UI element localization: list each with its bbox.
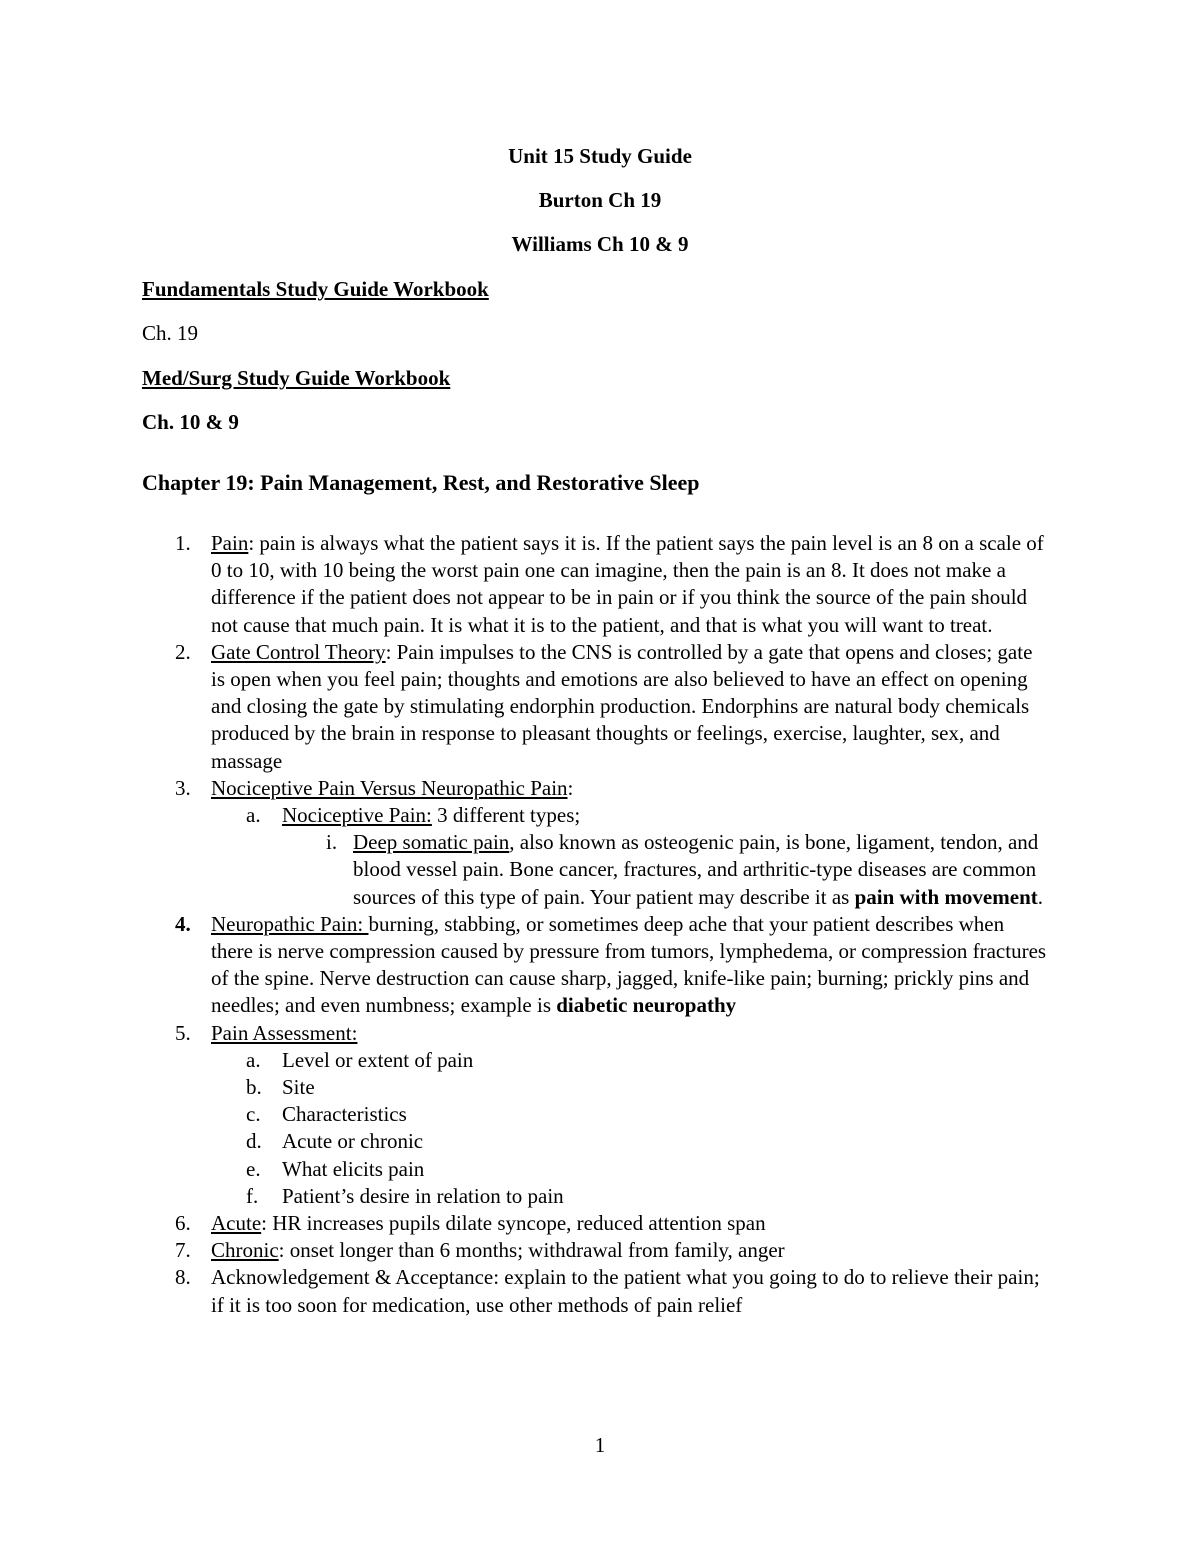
- item-term: Pain Assessment:: [211, 1020, 358, 1045]
- item-letter: d.: [246, 1129, 262, 1154]
- item-number: 6.: [175, 1211, 191, 1236]
- item-text: Site: [282, 1075, 315, 1100]
- item-letter: a.: [246, 1047, 261, 1072]
- sub-list-item: [0, 1047, 1052, 1074]
- fundamentals-heading: Fundamentals Study Guide Workbook: [142, 277, 489, 301]
- sub-list-item: [0, 1101, 1052, 1128]
- sub-list-item: [0, 802, 1052, 829]
- item-number: 8.: [175, 1265, 191, 1290]
- item-emphasis: diabetic neuropathy: [556, 993, 737, 1018]
- list-item: [0, 1210, 1051, 1237]
- item-text: : HR increases pupils dilate syncope, reduced attention span: [261, 1211, 766, 1236]
- item-letter: a.: [246, 803, 261, 828]
- item-text: : pain is always what the patient says it is. If the patient says the pain level is an 8 on a scale of 0 to 10, with 10 being the worst pain one can imagine, then the pain is an 8. It does not make a difference if the patient does not appear to be in pain or if you think the source of the pain should not cause that much pain. It is what it is to the patient, and that is what you will want to treat.: [211, 531, 1044, 637]
- item-term: Chronic: [211, 1238, 279, 1263]
- item-text: Characteristics: [282, 1102, 407, 1127]
- subtitle-burton: Burton Ch 19: [538, 188, 662, 212]
- list-item: [0, 530, 1051, 639]
- sub-list-item: [0, 1156, 1052, 1183]
- item-term: Gate Control Theory: [211, 639, 386, 664]
- item-term: Nociceptive Pain:: [282, 803, 432, 828]
- item-number: 1.: [175, 531, 191, 555]
- item-text: What elicits pain: [282, 1156, 425, 1181]
- study-list: [0, 530, 1200, 1319]
- item-term: Acute: [211, 1211, 262, 1236]
- chapter-title: Chapter 19: Pain Management, Rest, and Restorative Sleep: [142, 470, 700, 495]
- item-term: Nociceptive Pain Versus Neuropathic Pain: [211, 775, 568, 800]
- item-letter: c.: [246, 1102, 261, 1127]
- medsurg-heading: Med/Surg Study Guide Workbook: [142, 366, 451, 390]
- list-item: [0, 1264, 1051, 1318]
- item-term: Deep somatic pain: [353, 830, 510, 855]
- list-item: [0, 911, 1051, 1020]
- document-title: Unit 15 Study Guide: [508, 144, 692, 168]
- item-text: :: [567, 775, 574, 800]
- fundamentals-chapter: Ch. 19: [142, 321, 199, 345]
- item-number: 3.: [175, 775, 191, 800]
- item-number: 4.: [175, 911, 191, 936]
- subtitle-williams: Williams Ch 10 & 9: [511, 232, 689, 256]
- item-text: , also known as osteogenic pain, is bone, ligament, tendon, and blood vessel pain. Bone cancer, fractures, and arthritic-type diseases are common sources of this type of pain. Your patient may describe it as: [353, 830, 1039, 909]
- item-text: Acute or chronic: [282, 1129, 424, 1154]
- item-text: 3 different types;: [431, 803, 581, 828]
- item-text: burning, stabbing, or sometimes deep ache that your patient describes when there is nerve compression caused by pressure from tumors, lymphedema, or compression fractures of the spine. Nerve destruction can cause sharp, jagged, knife-like pain; burning; prickly pins and needles; and even numbness; example is: [211, 911, 1047, 1018]
- sub-list-item: [0, 1074, 1052, 1101]
- list-item: [0, 1020, 1051, 1047]
- item-text: Level or extent of pain: [282, 1047, 474, 1072]
- item-number: 2.: [175, 639, 191, 664]
- item-emphasis: pain with movement: [854, 884, 1038, 909]
- item-letter: b.: [246, 1075, 262, 1100]
- list-item: [0, 775, 1051, 802]
- item-term: Neuropathic Pain:: [211, 911, 369, 936]
- item-roman: i.: [326, 830, 338, 855]
- item-text: : Pain impulses to the CNS is controlled by a gate that opens and closes; gate is open when you feel pain; thoughts and emotions are also believed to have an effect on opening and closing the gate by stimulating endorphin production. Endorphins are natural body chemicals produced by the brain in response to pleasant thoughts or feelings, exercise, laughter, sex, and massage: [211, 639, 1033, 773]
- item-end: .: [1037, 884, 1043, 909]
- sub-list-item: [0, 1183, 1052, 1210]
- item-number: 7.: [175, 1238, 191, 1263]
- item-text: : onset longer than 6 months; withdrawal from family, anger: [278, 1238, 785, 1263]
- list-item: [0, 1237, 1051, 1264]
- sub-sub-list-item: [0, 829, 1053, 911]
- medsurg-chapter: Ch. 10 & 9: [142, 410, 239, 434]
- list-item: [0, 639, 1051, 775]
- item-letter: f.: [246, 1183, 259, 1208]
- sub-list-item: [0, 1128, 1052, 1155]
- page-number: 1: [594, 1433, 606, 1457]
- item-term: Pain: [211, 531, 249, 555]
- item-text: Acknowledgement & Acceptance: explain to the patient what you going to do to relieve their pain; if it is too soon for medication, use other methods of pain relief: [211, 1265, 1040, 1317]
- item-number: 5.: [175, 1020, 191, 1045]
- item-text: Patient’s desire in relation to pain: [282, 1183, 564, 1208]
- item-letter: e.: [246, 1156, 261, 1181]
